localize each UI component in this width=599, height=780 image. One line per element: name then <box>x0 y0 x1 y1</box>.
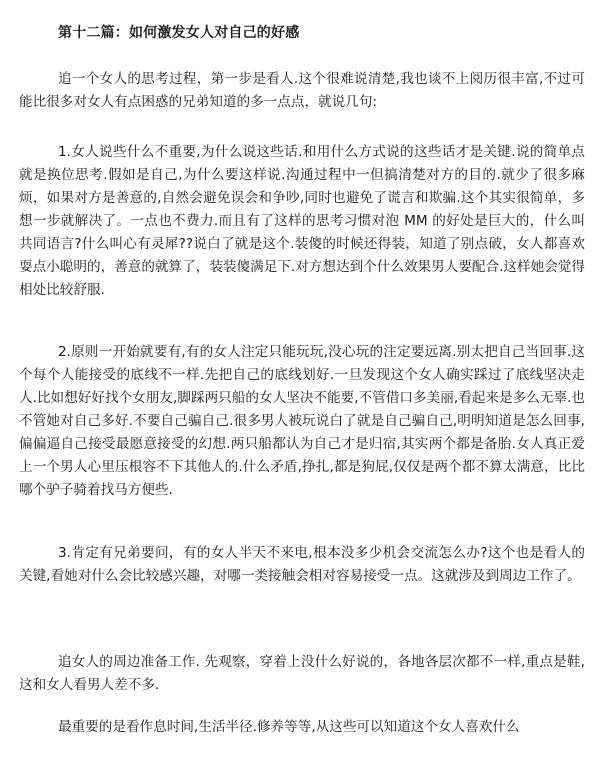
article-title: 第十二篇：如何激发女人对自己的好感 <box>58 25 300 41</box>
paragraph-intro: 追一个女人的思考过程，第一步是看人.这个很难说清楚,我也谈不上阅历很丰富,不过可能比很多对女人有点困惑的兄弟知道的多一点点，就说几句: <box>19 71 585 110</box>
paragraph-point-3: 3.肯定有兄弟要问，有的女人半天不来电,根本没多少机会交流怎么办?这个也是看人的关键,看她对什么会比较感兴趣，对哪一类接触会相对容易接受一点。这就涉及到周边工作了。 <box>19 545 585 584</box>
paragraph-point-1: 1.女人说些什么不重要,为什么说这些话.和用什么方式说的这些话才是关键.说的简单点就是换位思考.假如是自己,为什么要这样说.沟通过程中一但搞清楚对方的目的.就少了很多麻烦，如果对方是善意的,自然会避免误会和争吵,同时也避免了谎言和欺骗.这个其实很简单，多想一步就解决了。一点也不费力.而且有了这样的思考习惯对泡 MM 的好处是巨大的，什么叫共同语言?什么叫心有灵犀??说白了就是这个.装傻的时候还得装，知道了别点破，女人都喜欢耍点小聪明的，善意的就算了，装装傻满足下.对方想达到个什么效果男人要配合.这样她会觉得相处比较舒服. <box>19 144 585 298</box>
paragraph-preparation: 追女人的周边准备工作. 先观察，穿着上没什么好说的，各地各层次都不一样,重点是鞋,这和女人看男人差不多. <box>19 654 585 693</box>
paragraph-point-2: 2.原则一开始就要有,有的女人注定只能玩玩,没心玩的注定要远离.别太把自己当回事.这个每个人能接受的底线不一样.先把自己的底线划好.一旦发现这个女人确实踩过了底线坚决走人.比如想好好找个女朋友,脚踩两只船的女人坚决不能要,不管借口多美丽,看起来是多么无辜.也不管她对自己多好.不要自己骗自己.很多男人被玩说白了就是自己骗自己,明明知道是怎么回事,偏偏逼自己接受最愿意接受的幻想.两只船都认为自己才是归宿,其实两个都是备胎.女人真正爱上一个男人心里压根容不下其他人的.什么矛盾,挣扎,都是狗屁,仅仅是两个都不算太满意，比比哪个驴子骑着找马方便些. <box>19 344 585 498</box>
paragraph-most-important: 最重要的是看作息时间,生活半径.修养等等,从这些可以知道这个女人喜欢什么 <box>58 719 520 735</box>
